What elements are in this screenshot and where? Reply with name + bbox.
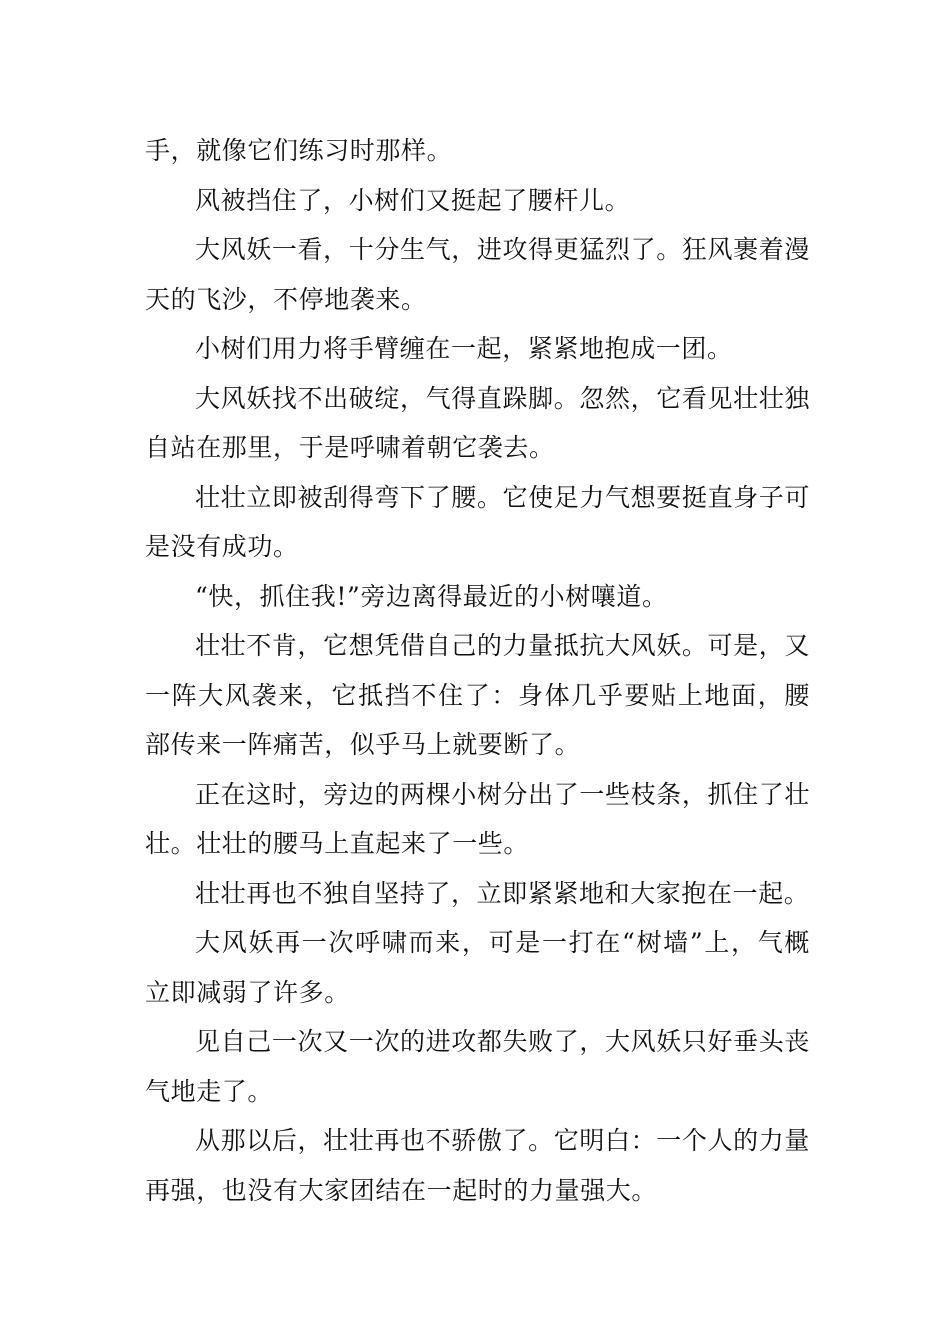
paragraph-13: 从那以后，壮壮再也不骄傲了。它明白：一个人的力量再强，也没有大家团结在一起时的力量强大。 [145, 1126, 810, 1205]
paragraph-12: 见自己一次又一次的进攻都失败了，大风妖只好垂头丧气地走了。 [145, 1027, 810, 1106]
paragraph-2: 风被挡住了，小树们又挺起了腰杆儿。 [195, 185, 631, 215]
paragraph-11: 大风妖再一次呼啸而来，可是一打在“树墙”上，气概立即减弱了许多。 [145, 928, 810, 1007]
paragraph-9: 正在这时，旁边的两棵小树分出了一些枝条，抓住了壮壮。壮壮的腰马上直起来了一些。 [145, 779, 810, 858]
paragraph-10: 壮壮再也不独自坚持了，立即紧紧地和大家抱在一起。 [195, 878, 810, 908]
paragraph-8: 壮壮不肯，它想凭借自己的力量抵抗大风妖。可是，又一阵大风袭来，它抵挡不住了：身体几乎要贴上地面，腰部传来一阵痛苦，似乎马上就要断了。 [145, 631, 810, 759]
paragraph-4: 小树们用力将手臂缠在一起，紧紧地抱成一团。 [195, 334, 733, 363]
paragraph-5: 大风妖找不出破绽，气得直跺脚。忽然，它看见壮壮独自站在那里，于是呼啸着朝它袭去。 [145, 383, 810, 462]
document-page [145, 126, 810, 1215]
paragraph-1: 手，就像它们练习时那样。 [145, 136, 453, 165]
paragraph-6: 壮壮立即被刮得弯下了腰。它使足力气想要挺直身子可是没有成功。 [145, 482, 810, 561]
paragraph-7: “快，抓住我!”旁边离得最近的小树嚷道。 [195, 581, 668, 611]
paragraph-3: 大风妖一看，十分生气，进攻得更猛烈了。狂风裹着漫天的飞沙，不停地袭来。 [145, 235, 810, 314]
